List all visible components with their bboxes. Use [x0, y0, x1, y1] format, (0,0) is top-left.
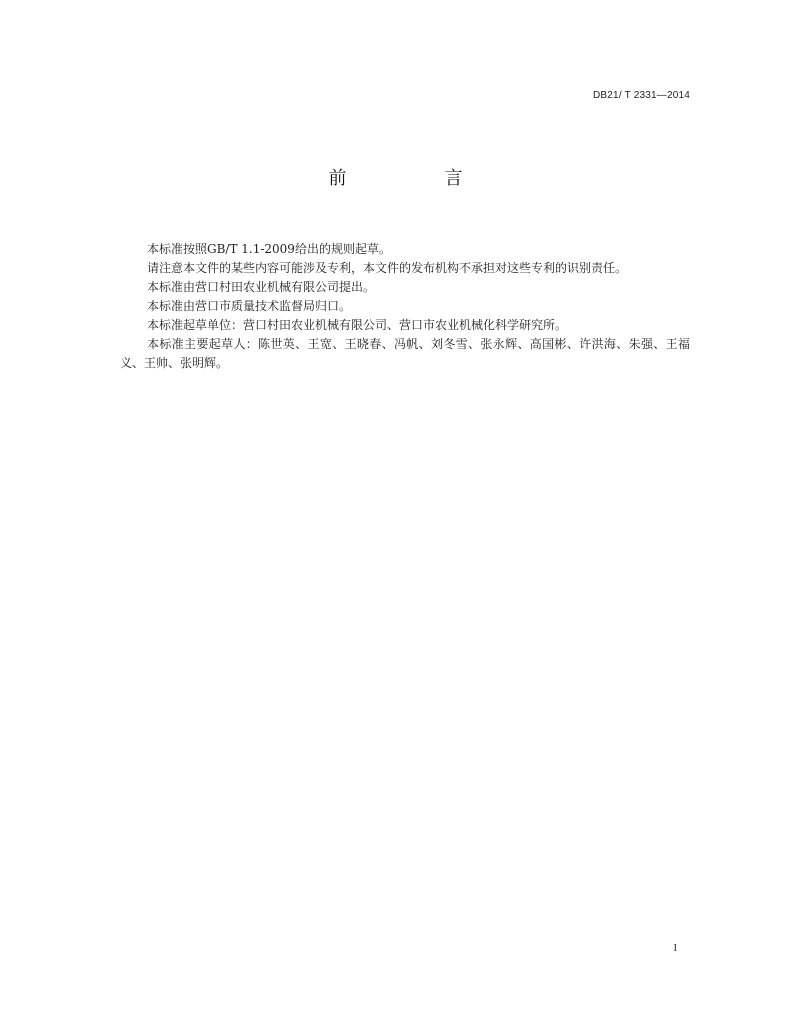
paragraph-proposer: 本标准由营口村田农业机械有限公司提出。 — [147, 280, 376, 294]
paragraph-patent-notice: 请注意本文件的某些内容可能涉及专利，本文件的发布机构不承担对这些专利的识别责任。 — [147, 261, 628, 275]
paragraph-drafting-units: 本标准起草单位：营口村田农业机械有限公司、营口市农业机械化科学研究所。 — [147, 318, 568, 332]
paragraph-drafting-rules: 本标准按照GB/T 1.1-2009给出的规则起草。 — [147, 242, 391, 256]
paragraph-centralized-by: 本标准由营口市质量技术监督局归口。 — [147, 299, 352, 313]
document-code: DB21/ T 2331—2014 — [593, 90, 690, 101]
preface-body — [120, 240, 690, 373]
page-number: I — [673, 943, 677, 954]
page-title: 前 言 — [328, 168, 503, 189]
paragraph-drafters: 本标准主要起草人：陈世英、王宽、王晓春、冯帆、刘冬雪、张永辉、高国彬、许洪海、朱强、王福义、王帅、张明辉。 — [120, 337, 690, 370]
